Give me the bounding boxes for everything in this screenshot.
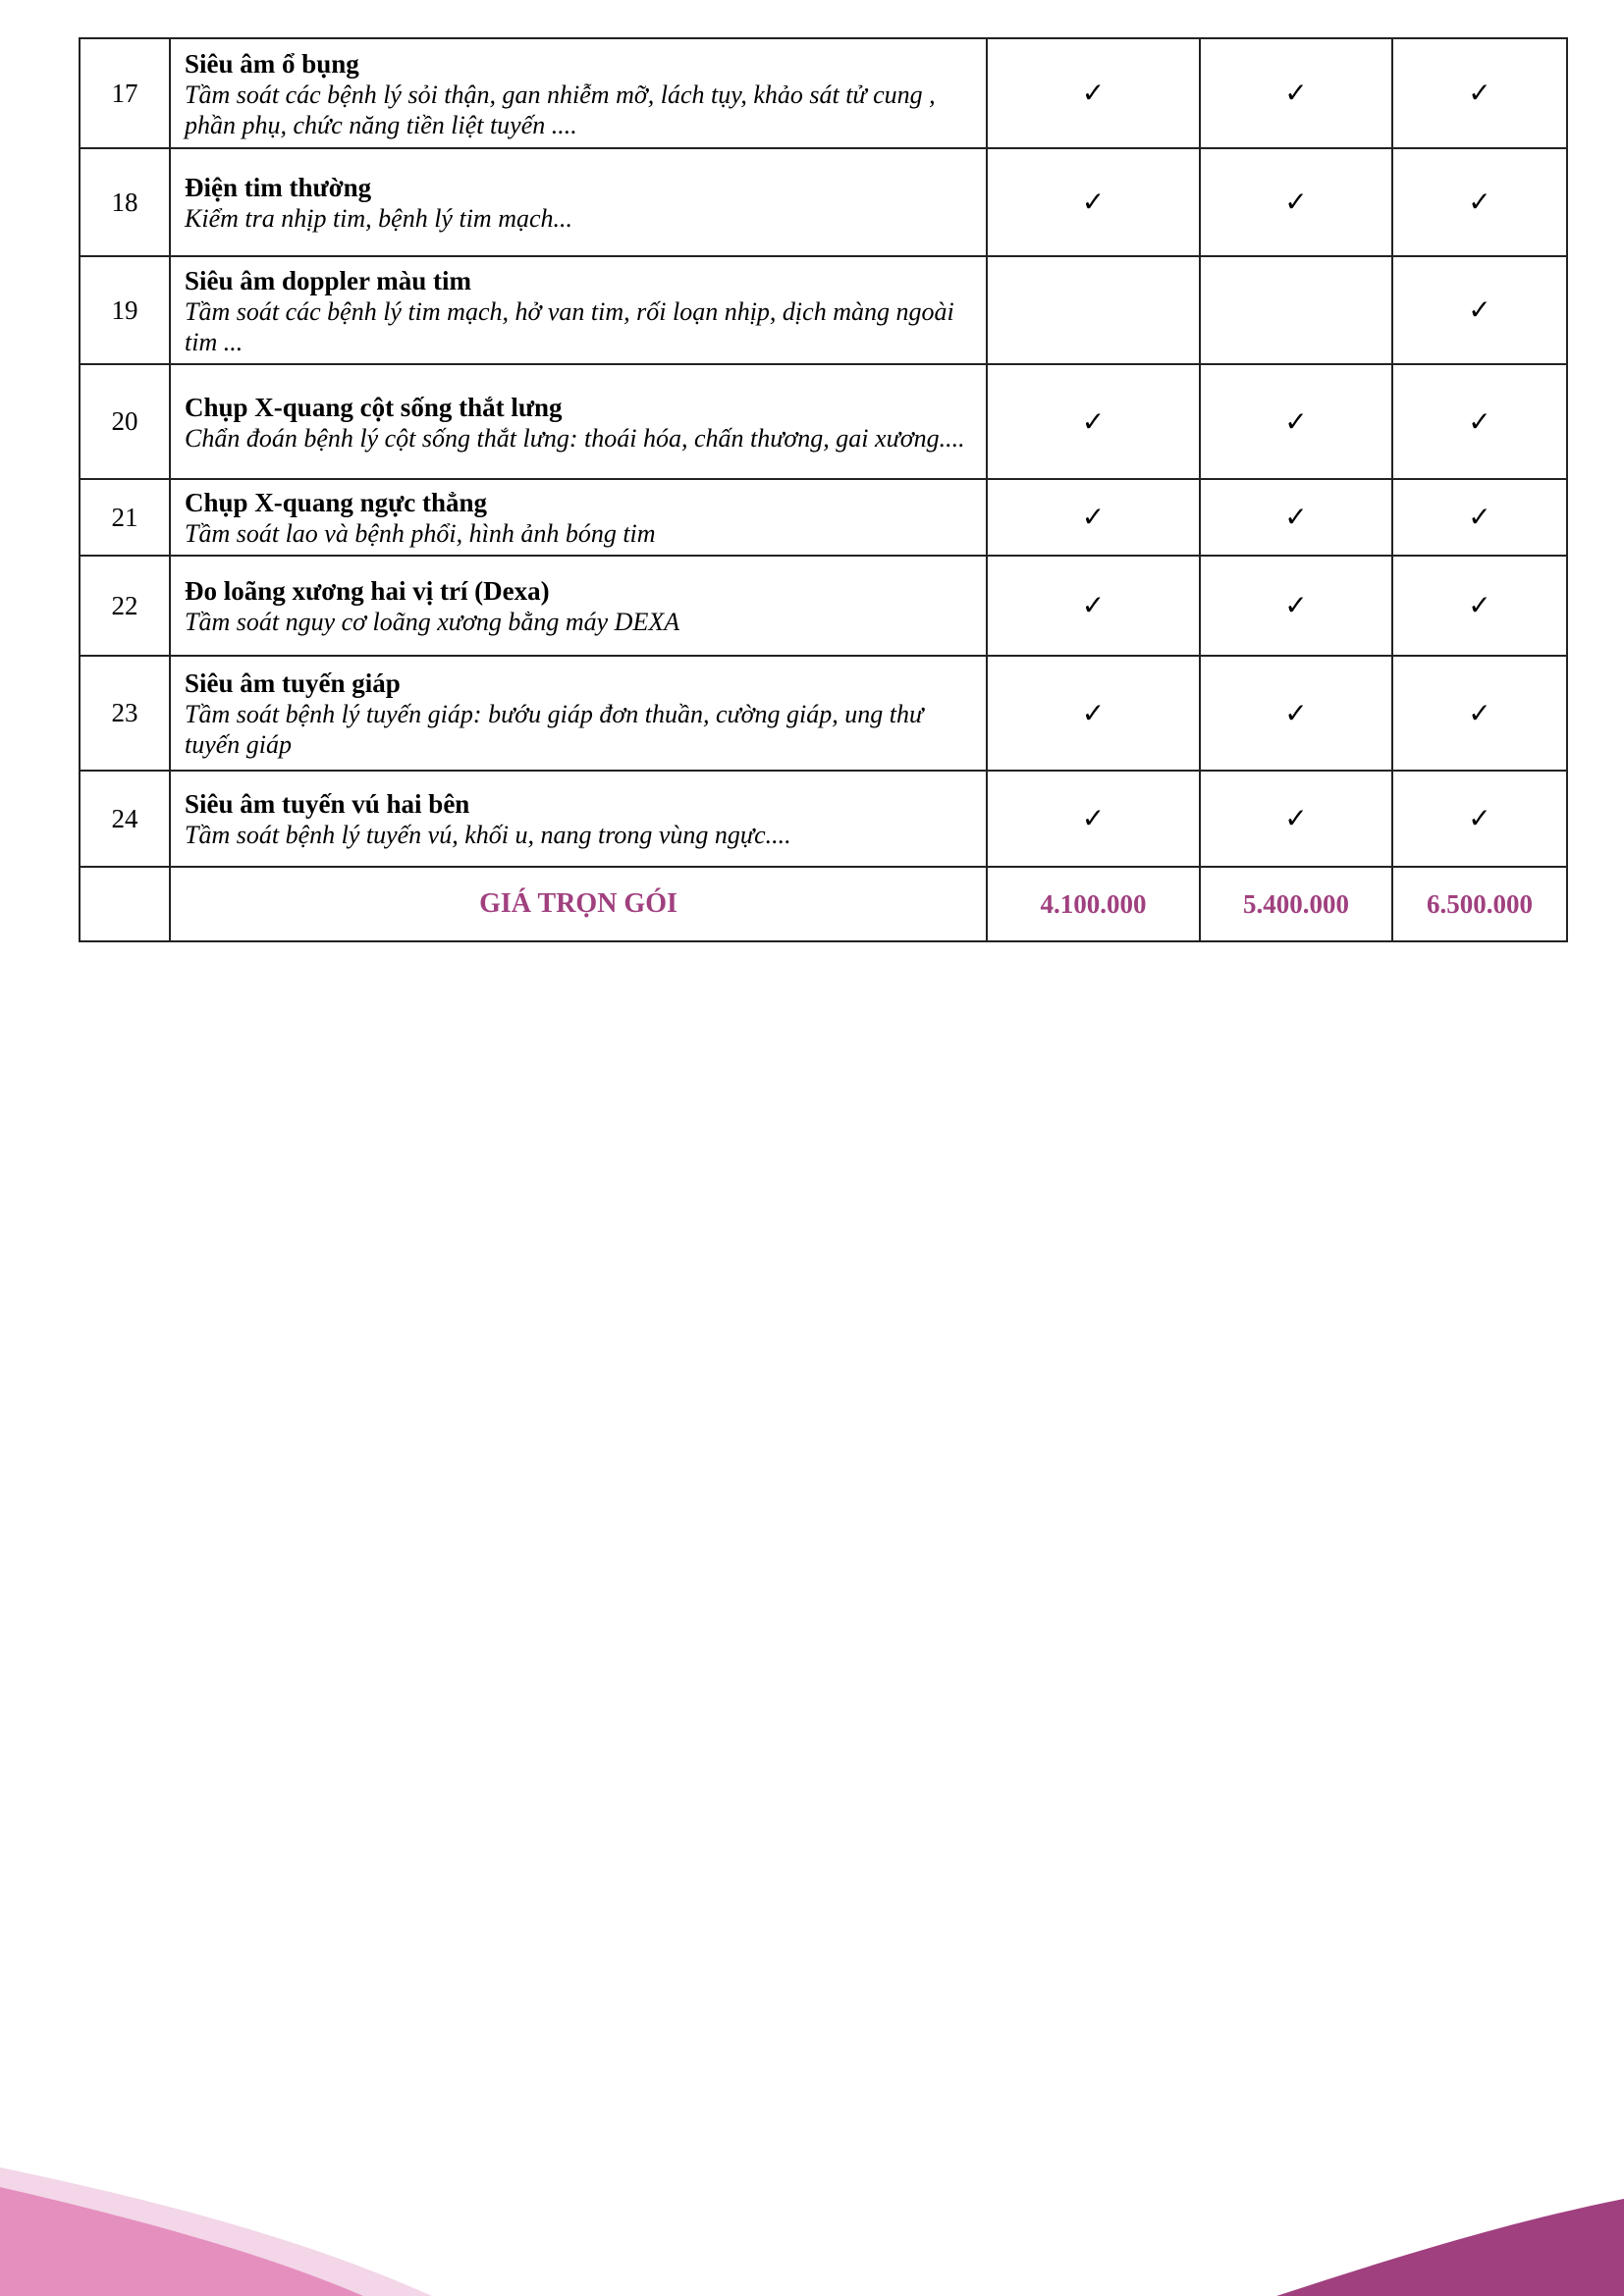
row-description: [170, 148, 987, 256]
item-detail: Tầm soát nguy cơ loãng xương bằng máy DEXA: [185, 608, 680, 636]
item-detail: Kiểm tra nhịp tim, bệnh lý tim mạch...: [185, 204, 573, 233]
row-description: [170, 256, 987, 364]
row-number: 19: [80, 256, 170, 364]
item-title: Điện tim thường: [185, 173, 372, 202]
row-description: [170, 479, 987, 556]
item-detail: Tầm soát bệnh lý tuyến vú, khối u, nang trong vùng ngực....: [185, 821, 791, 849]
price-standard: 5.400.000: [1200, 867, 1392, 941]
check-premium: ✓: [1392, 771, 1567, 867]
check-standard: ✓: [1200, 556, 1392, 656]
row-description: [170, 771, 987, 867]
check-premium: ✓: [1392, 256, 1567, 364]
check-basic: ✓: [987, 38, 1200, 148]
total-empty-cell: [80, 867, 170, 941]
item-title: Siêu âm tuyến giáp: [185, 668, 401, 698]
item-detail: Tầm soát các bệnh lý tim mạch, hở van tim, rối loạn nhịp, dịch màng ngoài tim ...: [185, 296, 954, 356]
check-basic: ✓: [987, 148, 1200, 256]
row-number: 20: [80, 364, 170, 479]
item-detail: Tầm soát lao và bệnh phổi, hình ảnh bóng tim: [185, 519, 656, 548]
check-standard: ✓: [1200, 148, 1392, 256]
footer-wave-light: [0, 2167, 432, 2296]
row-number: 24: [80, 771, 170, 867]
table-row: [80, 148, 1567, 256]
check-basic: [987, 256, 1200, 364]
check-standard: ✓: [1200, 479, 1392, 556]
row-description: [170, 364, 987, 479]
table-row: [80, 364, 1567, 479]
check-standard: ✓: [1200, 364, 1392, 479]
row-number: 23: [80, 656, 170, 771]
footer-wave-pink: [0, 2187, 363, 2296]
item-title: Siêu âm ổ bụng: [185, 48, 359, 79]
item-title: Chụp X-quang cột sống thắt lưng: [185, 392, 563, 422]
price-premium: 6.500.000: [1392, 867, 1567, 941]
item-detail: Tầm soát bệnh lý tuyến giáp: bướu giáp đơn thuần, cường giáp, ung thư tuyến giáp: [185, 700, 924, 759]
table-row: [80, 256, 1567, 364]
row-number: 21: [80, 479, 170, 556]
check-basic: ✓: [987, 364, 1200, 479]
total-label: GIÁ TRỌN GÓI: [170, 867, 987, 941]
row-number: 18: [80, 148, 170, 256]
row-description: [170, 38, 987, 148]
table-row: [80, 38, 1567, 148]
package-table: [79, 37, 1568, 942]
check-premium: ✓: [1392, 364, 1567, 479]
footer-wave-right: [1276, 2199, 1624, 2296]
check-basic: ✓: [987, 771, 1200, 867]
check-standard: ✓: [1200, 656, 1392, 771]
item-title: Đo loãng xương hai vị trí (Dexa): [185, 576, 550, 606]
check-premium: ✓: [1392, 38, 1567, 148]
row-description: [170, 556, 987, 656]
price-basic: 4.100.000: [987, 867, 1200, 941]
check-basic: ✓: [987, 656, 1200, 771]
table-row: [80, 479, 1567, 556]
check-basic: ✓: [987, 556, 1200, 656]
row-number: 22: [80, 556, 170, 656]
check-standard: [1200, 256, 1392, 364]
check-premium: ✓: [1392, 479, 1567, 556]
check-premium: ✓: [1392, 556, 1567, 656]
table-row: [80, 556, 1567, 656]
item-detail: Tầm soát các bệnh lý sỏi thận, gan nhiễm mỡ, lách tụy, khảo sát tử cung , phần phụ, chức năng tiền liệt tuyến ....: [185, 80, 936, 139]
row-description: [170, 656, 987, 771]
check-basic: ✓: [987, 479, 1200, 556]
item-title: Chụp X-quang ngực thẳng: [185, 488, 488, 517]
item-title: Siêu âm tuyến vú hai bên: [185, 789, 470, 819]
check-standard: ✓: [1200, 38, 1392, 148]
item-detail: Chẩn đoán bệnh lý cột sống thắt lưng: thoái hóa, chấn thương, gai xương....: [185, 423, 965, 453]
item-title: Siêu âm doppler màu tim: [185, 265, 472, 295]
table-row: [80, 771, 1567, 867]
check-premium: ✓: [1392, 148, 1567, 256]
check-standard: ✓: [1200, 771, 1392, 867]
total-row: [80, 867, 1567, 941]
table-row: [80, 656, 1567, 771]
row-number: 17: [80, 38, 170, 148]
check-premium: ✓: [1392, 656, 1567, 771]
